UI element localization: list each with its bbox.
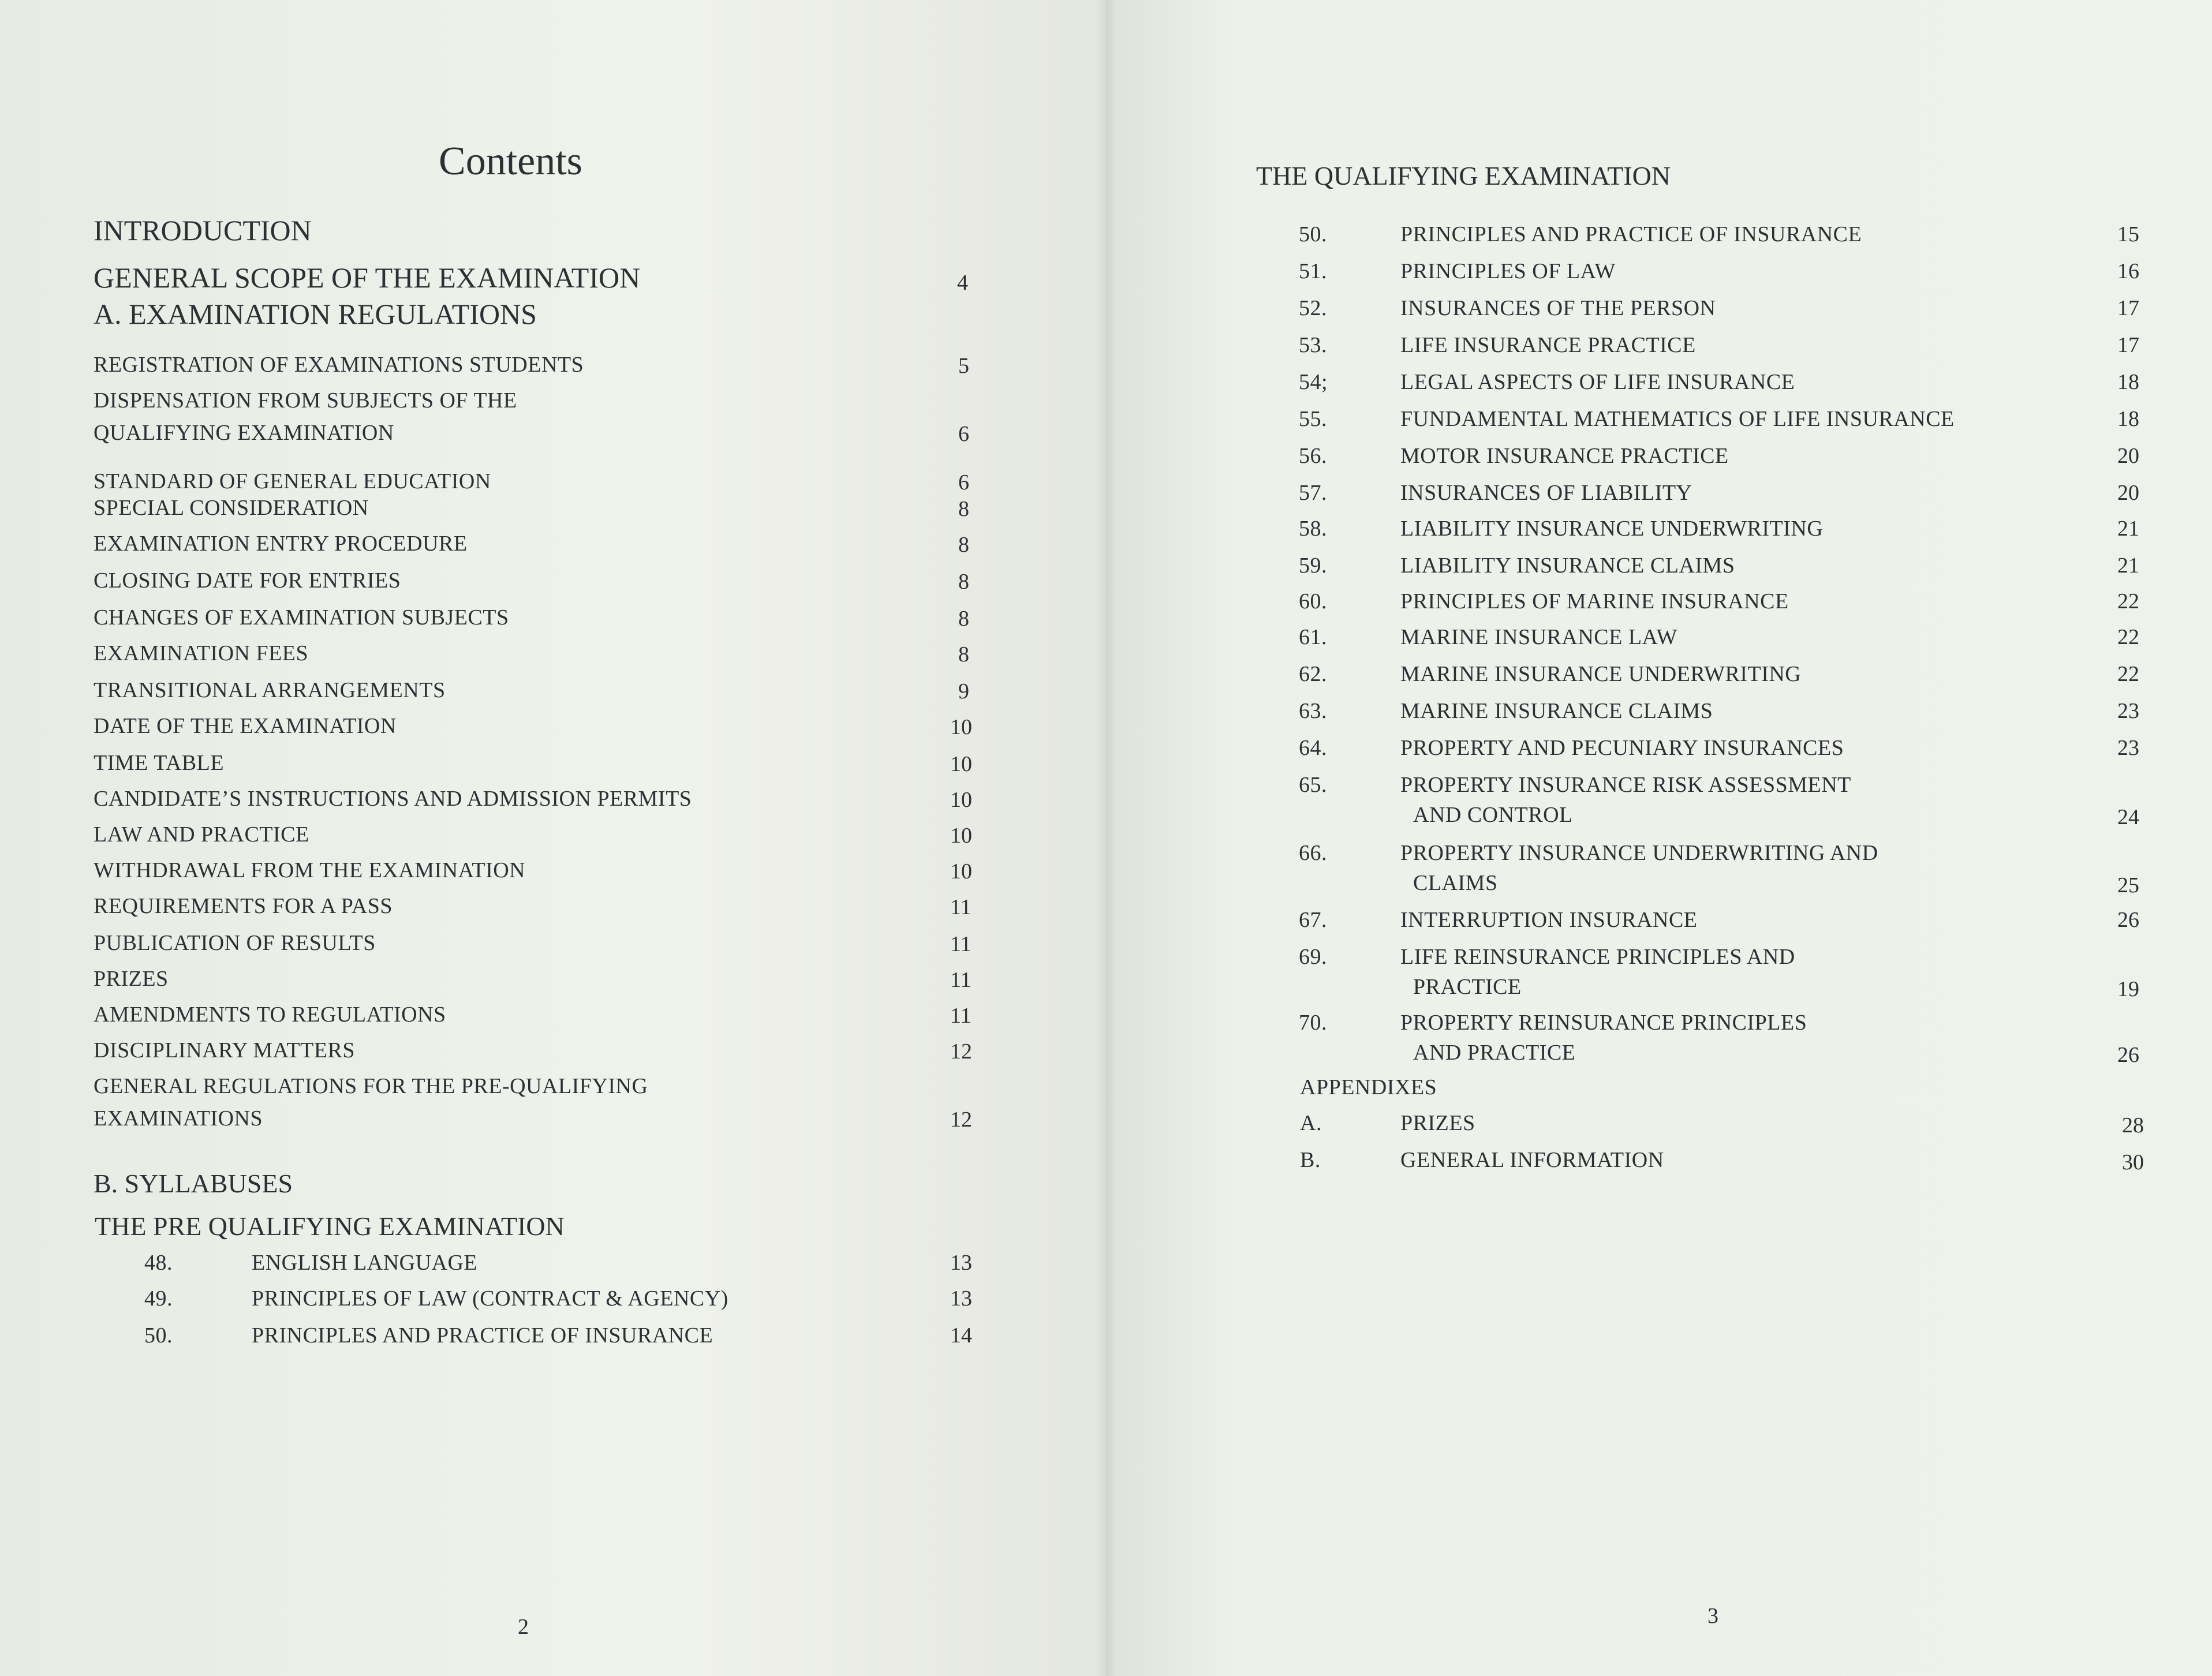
regulation-page-number: 11 [950, 1004, 972, 1028]
regulation-page-number: 11 [950, 968, 972, 992]
right-page [1106, 0, 2212, 1676]
subject-page-number: 15 [2117, 222, 2139, 246]
regulation-entry: PRIZES [94, 967, 169, 991]
regulation-page-number: 12 [950, 1039, 972, 1064]
regulation-page-number: 8 [958, 570, 969, 594]
regulation-page-number: 10 [950, 715, 972, 739]
subject-page-number: 22 [2117, 589, 2139, 613]
regulation-page-number: 9 [958, 679, 969, 704]
regulation-page-number: 10 [950, 859, 972, 884]
regulation-entry: CHANGES OF EXAMINATION SUBJECTS [94, 605, 509, 630]
regulation-page-number: 6 [958, 470, 969, 495]
subject-title: FUNDAMENTAL MATHEMATICS OF LIFE INSURANCE [1400, 407, 1955, 431]
subject-title: MOTOR INSURANCE PRACTICE [1400, 444, 1729, 468]
subject-title: MARINE INSURANCE UNDERWRITING [1400, 662, 1802, 686]
section-b-heading: B. SYLLABUSES [94, 1169, 293, 1198]
regulation-page-number: 11 [950, 932, 972, 956]
introduction-heading: INTRODUCTION [94, 214, 312, 246]
regulation-entry: GENERAL REGULATIONS FOR THE PRE-QUALIFYING [94, 1074, 648, 1098]
pre-qualifying-number: 50. [144, 1323, 173, 1348]
appendixes-heading: APPENDIXES [1300, 1075, 1437, 1099]
regulation-entry: QUALIFYING EXAMINATION [94, 421, 394, 445]
subject-number: 54; [1299, 370, 1328, 394]
pre-qualifying-title: ENGLISH LANGUAGE [252, 1251, 478, 1275]
subject-title: PROPERTY INSURANCE UNDERWRITING AND [1400, 841, 1878, 865]
page-number-left: 2 [518, 1615, 529, 1639]
subject-number: 50. [1299, 222, 1327, 246]
regulation-page-number: 11 [950, 895, 972, 919]
subject-page-number: 17 [2117, 296, 2139, 320]
qualifying-heading: THE QUALIFYING EXAMINATION [1256, 161, 1671, 190]
subject-page-number: 21 [2117, 517, 2139, 541]
appendix-letter: A. [1300, 1111, 1322, 1135]
subject-title: LIFE REINSURANCE PRINCIPLES AND [1400, 945, 1795, 969]
subject-number: 51. [1299, 259, 1327, 283]
subject-number: 55. [1299, 407, 1327, 431]
subject-number: 52. [1299, 296, 1327, 320]
subject-title: PRINCIPLES OF MARINE INSURANCE [1400, 589, 1789, 613]
subject-number: 62. [1299, 662, 1327, 686]
subject-title: INTERRUPTION INSURANCE [1400, 908, 1698, 932]
subject-title: PRINCIPLES OF LAW [1400, 259, 1616, 283]
regulation-entry: DISCIPLINARY MATTERS [94, 1038, 356, 1063]
subject-title: PROPERTY AND PECUNIARY INSURANCES [1400, 736, 1844, 760]
pre-qualifying-page: 13 [950, 1251, 972, 1275]
subject-page-number: 22 [2117, 625, 2139, 649]
subject-page-number: 20 [2117, 481, 2139, 505]
general-scope-page: 4 [957, 271, 968, 295]
regulation-entry: DATE OF THE EXAMINATION [94, 714, 397, 738]
regulation-page-number: 5 [958, 354, 969, 378]
subject-number: 59. [1299, 553, 1327, 578]
regulation-entry: AMENDMENTS TO REGULATIONS [94, 1002, 446, 1027]
subject-number: 57. [1299, 481, 1327, 505]
subject-number: 56. [1299, 444, 1327, 468]
subject-title: CLAIMS [1413, 871, 1498, 895]
subject-title: LIABILITY INSURANCE UNDERWRITING [1400, 517, 1824, 541]
pre-qualifying-page: 14 [950, 1323, 972, 1348]
regulation-entry: REGISTRATION OF EXAMINATIONS STUDENTS [94, 353, 584, 377]
subject-page-number: 23 [2117, 699, 2139, 723]
subject-number: 66. [1299, 841, 1327, 865]
subject-page-number: 21 [2117, 553, 2139, 578]
subject-title: PRACTICE [1413, 975, 1522, 999]
subject-number: 60. [1299, 589, 1327, 613]
subject-page-number: 19 [2117, 977, 2139, 1001]
subject-page-number: 17 [2117, 333, 2139, 357]
general-scope-heading: GENERAL SCOPE OF THE EXAMINATION [94, 261, 641, 294]
subject-number: 67. [1299, 908, 1327, 932]
subject-title: MARINE INSURANCE LAW [1400, 625, 1677, 649]
regulation-entry: CLOSING DATE FOR ENTRIES [94, 568, 401, 593]
subject-number: 58. [1299, 517, 1327, 541]
pre-qualifying-heading: THE PRE QUALIFYING EXAMINATION [95, 1211, 565, 1241]
appendix-letter: B. [1300, 1148, 1321, 1172]
subject-number: 69. [1299, 945, 1327, 969]
subject-page-number: 23 [2117, 736, 2139, 760]
subject-title: AND CONTROL [1413, 803, 1573, 827]
subject-page-number: 20 [2117, 444, 2139, 468]
subject-page-number: 26 [2117, 1043, 2139, 1067]
regulation-entry: EXAMINATION FEES [94, 641, 309, 665]
subject-page-number: 26 [2117, 908, 2139, 932]
subject-number: 64. [1299, 736, 1327, 760]
appendix-title: PRIZES [1400, 1111, 1475, 1135]
regulation-page-number: 8 [958, 642, 969, 667]
subject-number: 70. [1299, 1011, 1327, 1035]
regulation-page-number: 6 [958, 422, 969, 446]
regulation-page-number: 12 [950, 1108, 972, 1132]
section-a-heading: A. EXAMINATION REGULATIONS [94, 298, 537, 330]
regulation-entry: DISPENSATION FROM SUBJECTS OF THE [94, 388, 517, 413]
regulation-entry: SPECIAL CONSIDERATION [94, 496, 369, 520]
subject-title: MARINE INSURANCE CLAIMS [1400, 699, 1713, 723]
subject-page-number: 24 [2117, 805, 2139, 829]
subject-title: LEGAL ASPECTS OF LIFE INSURANCE [1400, 370, 1795, 394]
subject-title: LIFE INSURANCE PRACTICE [1400, 333, 1696, 357]
regulation-page-number: 8 [958, 497, 969, 521]
regulation-page-number: 8 [958, 533, 969, 557]
regulation-entry: CANDIDATE’S INSTRUCTIONS AND ADMISSION PERMITS [94, 787, 692, 811]
pre-qualifying-number: 49. [144, 1286, 173, 1311]
pre-qualifying-title: PRINCIPLES OF LAW (CONTRACT & AGENCY) [252, 1286, 728, 1311]
regulation-entry: WITHDRAWAL FROM THE EXAMINATION [94, 858, 526, 882]
pre-qualifying-title: PRINCIPLES AND PRACTICE OF INSURANCE [252, 1323, 713, 1348]
regulation-page-number: 10 [950, 752, 972, 776]
contents-title: Contents [439, 139, 582, 184]
subject-page-number: 18 [2117, 370, 2139, 394]
regulation-entry: STANDARD OF GENERAL EDUCATION [94, 469, 491, 493]
subject-number: 63. [1299, 699, 1327, 723]
subject-number: 65. [1299, 773, 1327, 797]
subject-title: PROPERTY INSURANCE RISK ASSESSMENT [1400, 773, 1851, 797]
subject-page-number: 22 [2117, 662, 2139, 686]
regulation-entry: REQUIREMENTS FOR A PASS [94, 894, 393, 918]
subject-page-number: 16 [2117, 259, 2139, 283]
regulation-page-number: 8 [958, 607, 969, 631]
regulation-entry: EXAMINATION ENTRY PROCEDURE [94, 532, 468, 556]
regulation-entry: LAW AND PRACTICE [94, 822, 309, 847]
subject-number: 61. [1299, 625, 1327, 649]
pre-qualifying-page: 13 [950, 1286, 972, 1311]
subject-title: PRINCIPLES AND PRACTICE OF INSURANCE [1400, 222, 1862, 246]
subject-page-number: 18 [2117, 407, 2139, 431]
subject-title: INSURANCES OF THE PERSON [1400, 296, 1716, 320]
regulation-entry: PUBLICATION OF RESULTS [94, 931, 376, 955]
pre-qualifying-number: 48. [144, 1251, 173, 1275]
subject-title: PROPERTY REINSURANCE PRINCIPLES [1400, 1011, 1807, 1035]
regulation-entry: TIME TABLE [94, 751, 225, 775]
regulation-entry: TRANSITIONAL ARRANGEMENTS [94, 678, 446, 702]
subject-title: LIABILITY INSURANCE CLAIMS [1400, 553, 1735, 578]
page-number-right: 3 [1707, 1604, 1718, 1628]
appendix-page-number: 30 [2122, 1150, 2144, 1174]
regulation-page-number: 10 [950, 788, 972, 812]
appendix-page-number: 28 [2122, 1113, 2144, 1138]
subject-title: INSURANCES OF LIABILITY [1400, 481, 1692, 505]
regulation-entry: EXAMINATIONS [94, 1106, 263, 1131]
subject-page-number: 25 [2117, 873, 2139, 897]
regulation-page-number: 10 [950, 824, 972, 848]
book-gutter [1097, 0, 1116, 1676]
subject-number: 53. [1299, 333, 1327, 357]
appendix-title: GENERAL INFORMATION [1400, 1148, 1664, 1172]
subject-title: AND PRACTICE [1413, 1041, 1576, 1065]
